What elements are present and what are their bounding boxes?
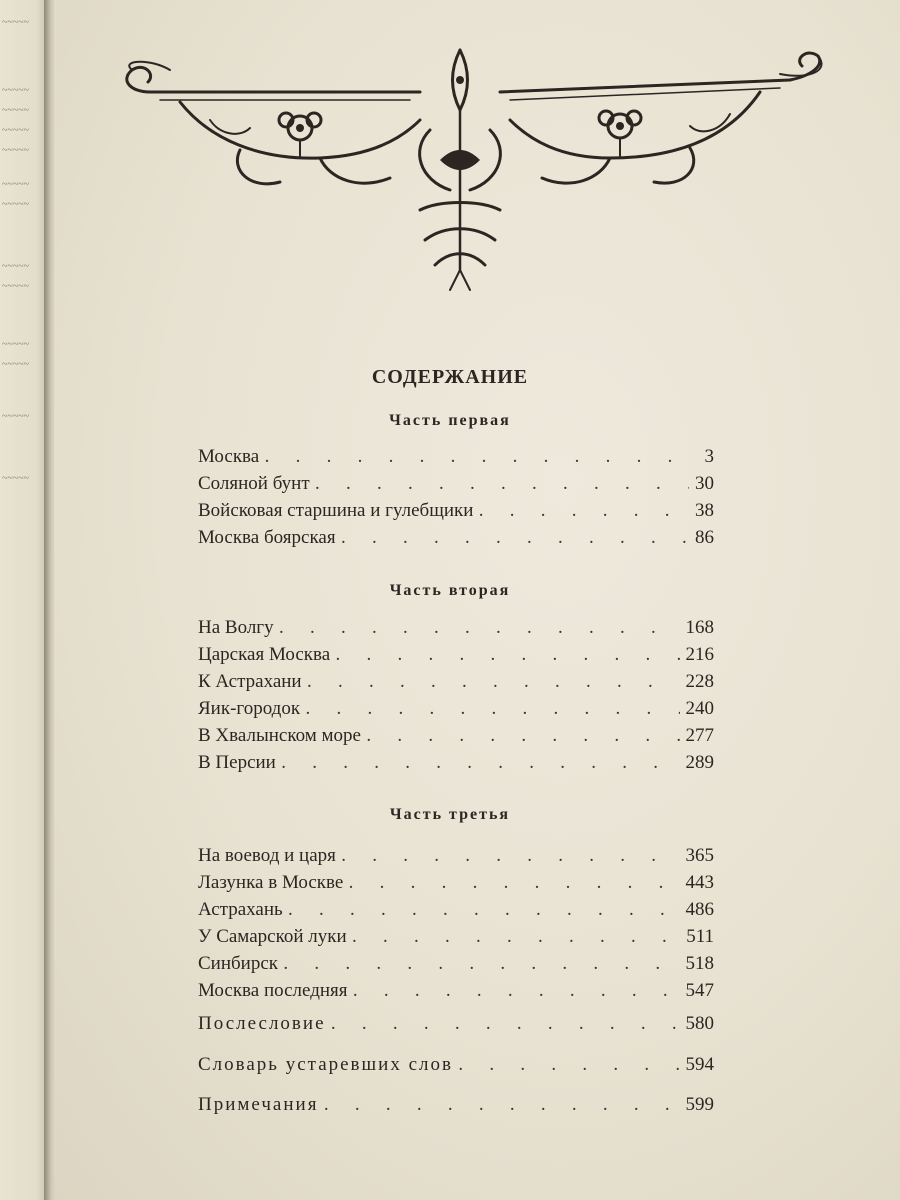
toc-entry-page: 86 [695, 527, 714, 548]
toc-entry-title: Яик-городок [198, 698, 301, 719]
dot-leader [349, 877, 679, 893]
previous-page-text: ~~~~~ [2, 359, 30, 370]
toc-entry-page: 486 [685, 899, 714, 920]
toc-entry[interactable] [198, 617, 714, 643]
toc-entry[interactable] [198, 1094, 714, 1120]
toc-entry-page: 365 [685, 845, 714, 866]
previous-page-text: ~~~~~ [2, 17, 30, 28]
toc-entry-title: Войсковая старшина и гулебщики [198, 500, 474, 521]
part-two-heading: Часть вторая [389, 582, 511, 599]
previous-page-text: ~~~~~ [2, 261, 30, 272]
dot-leader [308, 676, 680, 692]
toc-entry[interactable] [198, 725, 714, 751]
previous-page-text: ~~~~~ [2, 85, 30, 96]
toc-entry-title: Словарь устаревших слов [198, 1054, 453, 1075]
toc-entry-page: 289 [685, 752, 714, 773]
dot-leader [342, 532, 689, 548]
toc-entry-page: 580 [685, 1013, 714, 1034]
dot-leader [282, 757, 680, 773]
toc-entry[interactable] [198, 527, 714, 553]
toc-entry-title: У Самарской луки [198, 926, 347, 947]
previous-page-text: ~~~~~ [2, 145, 30, 156]
dot-leader [479, 505, 689, 521]
toc-entry-title: Москва последняя [198, 980, 348, 1001]
dot-leader [306, 703, 679, 719]
contents-title: СОДЕРЖАНИЕ [371, 366, 529, 388]
toc-entry-page: 240 [685, 698, 714, 719]
toc-entry[interactable] [198, 671, 714, 697]
toc-entry-page: 3 [704, 446, 714, 467]
toc-entry-page: 277 [685, 725, 714, 746]
toc-entry-page: 168 [685, 617, 714, 638]
toc-entry-title: В Хвалынском море [198, 725, 361, 746]
toc-entry-title: Москва [198, 446, 260, 467]
toc-entry-page: 599 [685, 1094, 714, 1115]
dot-leader [354, 985, 680, 1001]
toc-entry-title: В Персии [198, 752, 276, 773]
toc-entry[interactable] [198, 980, 714, 1006]
toc-entry-title: На Волгу [198, 617, 274, 638]
toc-entry-page: 30 [695, 473, 714, 494]
toc-entry-title: Москва боярская [198, 527, 336, 548]
toc-entry-title: Примечания [198, 1094, 319, 1115]
toc-entry[interactable] [198, 899, 714, 925]
toc-entry[interactable] [198, 752, 714, 778]
previous-page-text: ~~~~~ [2, 281, 30, 292]
previous-page-text: ~~~~~ [2, 105, 30, 116]
toc-entry[interactable] [198, 845, 714, 871]
toc-entry[interactable] [198, 926, 714, 952]
toc-entry-page: 547 [685, 980, 714, 1001]
dot-leader [342, 850, 680, 866]
toc-entry-page: 443 [685, 872, 714, 893]
dot-leader [353, 931, 681, 947]
toc-entry[interactable] [198, 698, 714, 724]
previous-page-text: ~~~~~ [2, 125, 30, 136]
toc-entry-page: 216 [685, 644, 714, 665]
part-one-heading: Часть первая [389, 412, 511, 429]
dot-leader [280, 622, 680, 638]
toc-entry[interactable] [198, 473, 714, 499]
toc-entry[interactable] [198, 446, 714, 472]
toc-entry[interactable] [198, 500, 714, 526]
toc-entry-page: 518 [685, 953, 714, 974]
previous-page-text: ~~~~~ [2, 411, 30, 422]
toc-entry-title: Соляной бунт [198, 473, 310, 494]
previous-page-text: ~~~~~ [2, 199, 30, 210]
dot-leader [367, 730, 680, 746]
toc-entry-title: К Астрахани [198, 671, 302, 692]
toc-entry[interactable] [198, 872, 714, 898]
dot-leader [284, 958, 679, 974]
toc-entry-title: Послесловие [198, 1013, 326, 1034]
toc-entry-title: Царская Москва [198, 644, 331, 665]
toc-entry-page: 228 [685, 671, 714, 692]
toc-entry[interactable] [198, 644, 714, 670]
dot-leader [332, 1018, 680, 1034]
previous-page-text: ~~~~~ [2, 339, 30, 350]
floral-ornament-icon [90, 40, 830, 300]
toc-entry-title: Астрахань [198, 899, 283, 920]
dot-leader [459, 1059, 680, 1075]
dot-leader [336, 649, 679, 665]
dot-leader [265, 451, 698, 467]
previous-page-text: ~~~~~ [2, 179, 30, 190]
toc-entry[interactable] [198, 1054, 714, 1080]
toc-entry[interactable] [198, 1013, 714, 1039]
toc-entry-title: Лазунка в Москве [198, 872, 344, 893]
dot-leader [289, 904, 680, 920]
toc-entry-title: Синбирск [198, 953, 279, 974]
toc-entry-page: 511 [686, 926, 714, 947]
toc-entry-title: На воевод и царя [198, 845, 336, 866]
dot-leader [324, 1099, 679, 1115]
dot-leader [316, 478, 689, 494]
toc-entry-page: 594 [685, 1054, 714, 1075]
toc-entry-page: 38 [695, 500, 714, 521]
previous-page-text: ~~~~~ [2, 473, 30, 484]
part-three-heading: Часть третья [389, 806, 511, 823]
toc-entry[interactable] [198, 953, 714, 979]
